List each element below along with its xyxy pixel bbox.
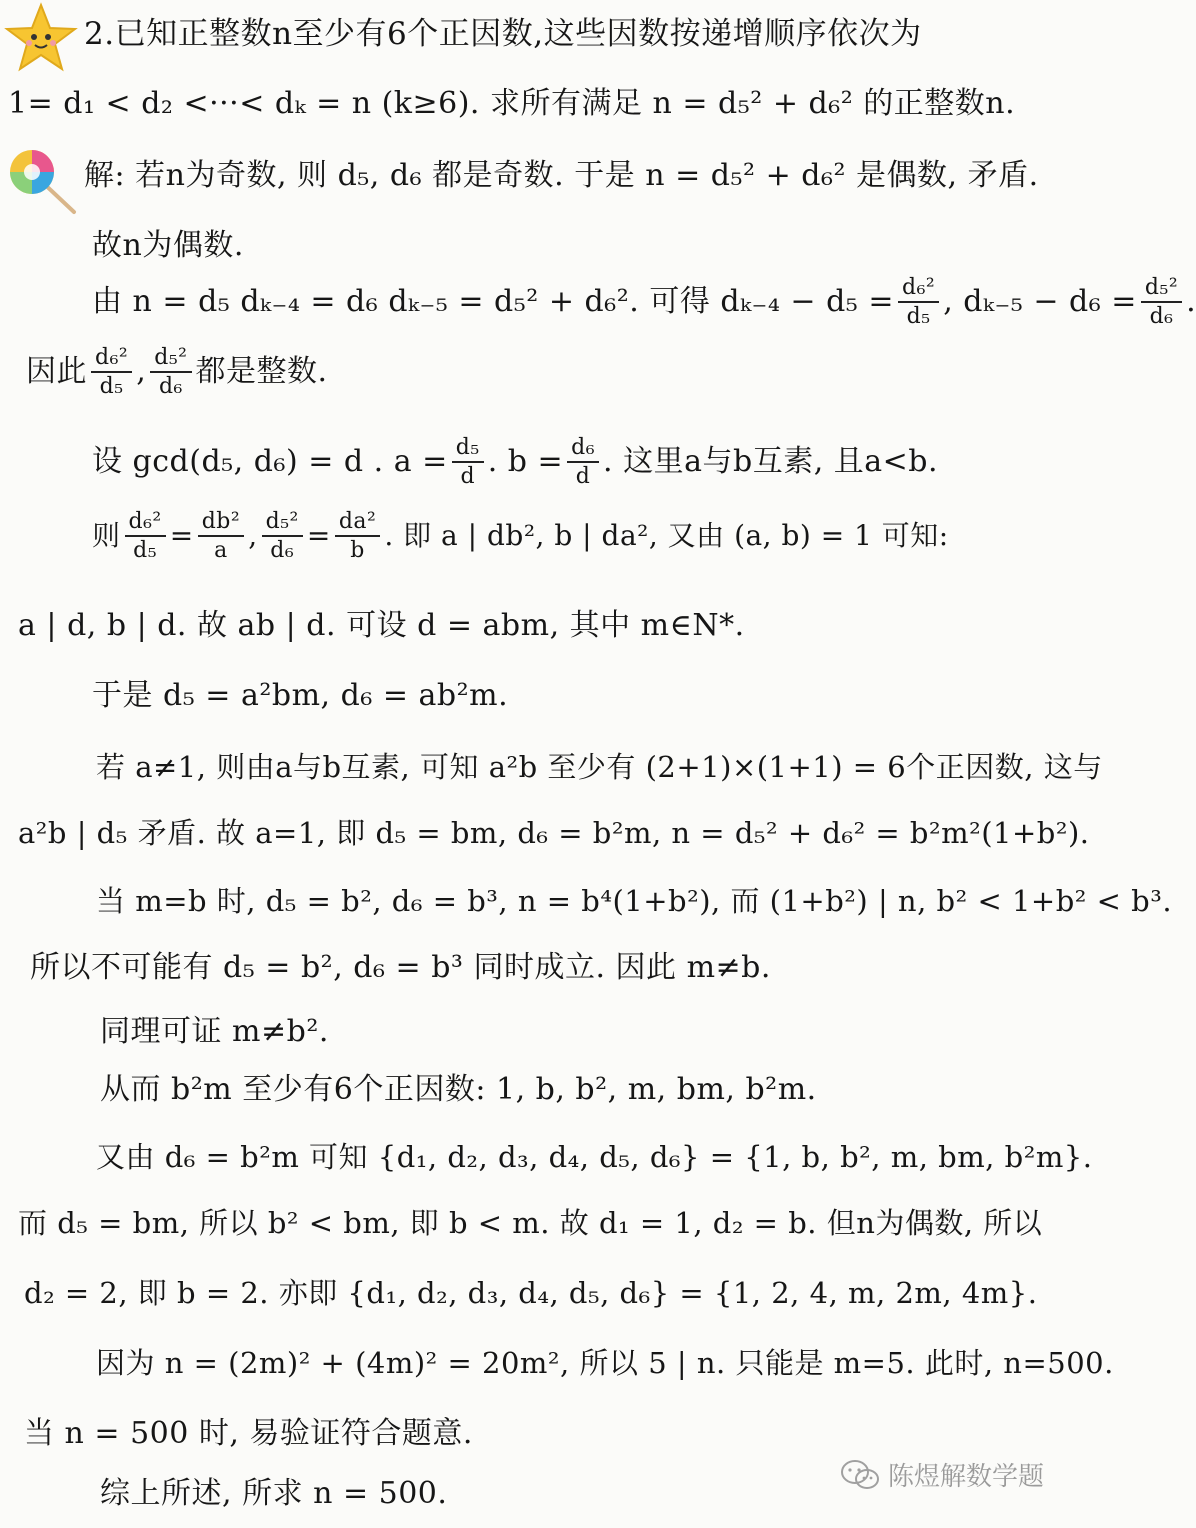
fraction bbox=[91, 346, 132, 398]
solution-line bbox=[26, 346, 328, 398]
watermark-text: 陈煜解数学题 bbox=[887, 1462, 1044, 1492]
text-run: . bbox=[1186, 284, 1196, 320]
numerator: d₅² bbox=[1141, 276, 1182, 303]
solution-line: a²b | d₅ 矛盾. 故 a=1, 即 d₅ = bm, d₆ = b²m, n = d₅² + d₆² = b²m²(1+b²). bbox=[18, 816, 1090, 850]
solution-line: 解: 若n为奇数, 则 d₅, d₆ 都是奇数. 于是 n = d₅² + d₆² 是偶数, 矛盾. bbox=[84, 158, 1039, 193]
solution-line: a | d, b | d. 故 ab | d. 可设 d = abm, 其中 m∈N*. bbox=[18, 608, 745, 643]
fraction bbox=[150, 346, 191, 398]
denominator: d₆ bbox=[270, 538, 295, 564]
numerator: da² bbox=[335, 510, 381, 537]
star-face-icon bbox=[4, 2, 78, 72]
solution-line bbox=[92, 276, 1196, 328]
fraction bbox=[898, 276, 939, 328]
solution-line: 综上所述, 所求 n = 500. bbox=[100, 1476, 448, 1511]
denominator: b bbox=[350, 538, 365, 564]
wechat-icon bbox=[840, 1459, 880, 1491]
text-run: , bbox=[136, 354, 147, 390]
text-run: = bbox=[306, 519, 331, 553]
text-run: 设 gcd(d₅, d₆) = d . a = bbox=[92, 444, 448, 480]
lollipop-icon bbox=[4, 146, 80, 216]
text-run: . 这里a与b互素, 且a<b. bbox=[603, 444, 939, 480]
numerator: d₅² bbox=[150, 346, 191, 373]
solution-line: 若 a≠1, 则由a与b互素, 可知 a²b 至少有 (2+1)×(1+1) = 6个正因数, 这与 bbox=[96, 750, 1103, 784]
problem-line-1: 2.已知正整数n至少有6个正因数,这些因数按递增顺序依次为 bbox=[84, 16, 922, 52]
fraction bbox=[335, 510, 381, 562]
solution-line: d₂ = 2, 即 b = 2. 亦即 {d₁, d₂, d₃, d₄, d₅, d₆} = {1, 2, 4, m, 2m, 4m}. bbox=[24, 1276, 1038, 1310]
text-run: 则 bbox=[92, 519, 121, 553]
numerator: d₆² bbox=[898, 276, 939, 303]
watermark bbox=[840, 1456, 1044, 1493]
problem-line-2: 1= d₁ < d₂ <···< dₖ = n (k≥6). 求所有满足 n = d₅² + d₆² 的正整数n. bbox=[8, 86, 1016, 121]
denominator: d₅ bbox=[906, 304, 931, 330]
fraction bbox=[262, 510, 303, 562]
fraction bbox=[567, 436, 599, 488]
solution-line: 当 n = 500 时, 易验证符合题意. bbox=[24, 1416, 473, 1451]
numerator: d₆² bbox=[91, 346, 132, 373]
solution-line bbox=[92, 436, 938, 488]
solution-line: 于是 d₅ = a²bm, d₆ = ab²m. bbox=[92, 678, 509, 713]
text-run: , bbox=[248, 519, 258, 553]
denominator: d₆ bbox=[158, 374, 183, 400]
numerator: d₅² bbox=[262, 510, 303, 537]
solution-line: 当 m=b 时, d₅ = b², d₆ = b³, n = b⁴(1+b²), 而 (1+b²) | n, b² < 1+b² < b³. bbox=[96, 884, 1173, 918]
text-run: 都是整数. bbox=[195, 354, 328, 390]
solution-line: 同理可证 m≠b². bbox=[100, 1014, 329, 1049]
solution-line bbox=[92, 510, 949, 562]
denominator: d₆ bbox=[1149, 304, 1174, 330]
text-run: = bbox=[169, 519, 194, 553]
solution-line: 故n为偶数. bbox=[92, 228, 244, 263]
denominator: d₅ bbox=[99, 374, 124, 400]
solution-line: 而 d₅ = bm, 所以 b² < bm, 即 b < m. 故 d₁ = 1, d₂ = b. 但n为偶数, 所以 bbox=[18, 1206, 1043, 1240]
solution-line: 从而 b²m 至少有6个正因数: 1, b, b², m, bm, b²m. bbox=[100, 1072, 817, 1107]
denominator: d bbox=[575, 464, 591, 490]
text-run: , dₖ₋₅ − d₆ = bbox=[943, 284, 1137, 320]
text-run: 因此 bbox=[26, 354, 87, 390]
text-run: . b = bbox=[487, 444, 564, 480]
numerator: db² bbox=[198, 510, 245, 537]
fraction bbox=[198, 510, 245, 562]
denominator: d bbox=[460, 464, 476, 490]
numerator: d₆ bbox=[567, 436, 599, 463]
numerator: d₆² bbox=[125, 510, 166, 537]
solution-line: 因为 n = (2m)² + (4m)² = 20m², 所以 5 | n. 只能是 m=5. 此时, n=500. bbox=[96, 1346, 1114, 1380]
denominator: a bbox=[214, 538, 228, 564]
numerator: d₅ bbox=[452, 436, 484, 463]
fraction bbox=[125, 510, 166, 562]
fraction bbox=[1141, 276, 1182, 328]
solution-line: 又由 d₆ = b²m 可知 {d₁, d₂, d₃, d₄, d₅, d₆} = {1, b, b², m, bm, b²m}. bbox=[96, 1140, 1093, 1174]
fraction bbox=[452, 436, 484, 488]
denominator: d₅ bbox=[133, 538, 158, 564]
text-run: 由 n = d₅ dₖ₋₄ = d₆ dₖ₋₅ = d₅² + d₆². 可得 dₖ₋₄ − d₅ = bbox=[92, 284, 894, 320]
text-run: . 即 a | db², b | da², 又由 (a, b) = 1 可知: bbox=[384, 519, 949, 553]
solution-line: 所以不可能有 d₅ = b², d₆ = b³ 同时成立. 因此 m≠b. bbox=[30, 950, 771, 985]
